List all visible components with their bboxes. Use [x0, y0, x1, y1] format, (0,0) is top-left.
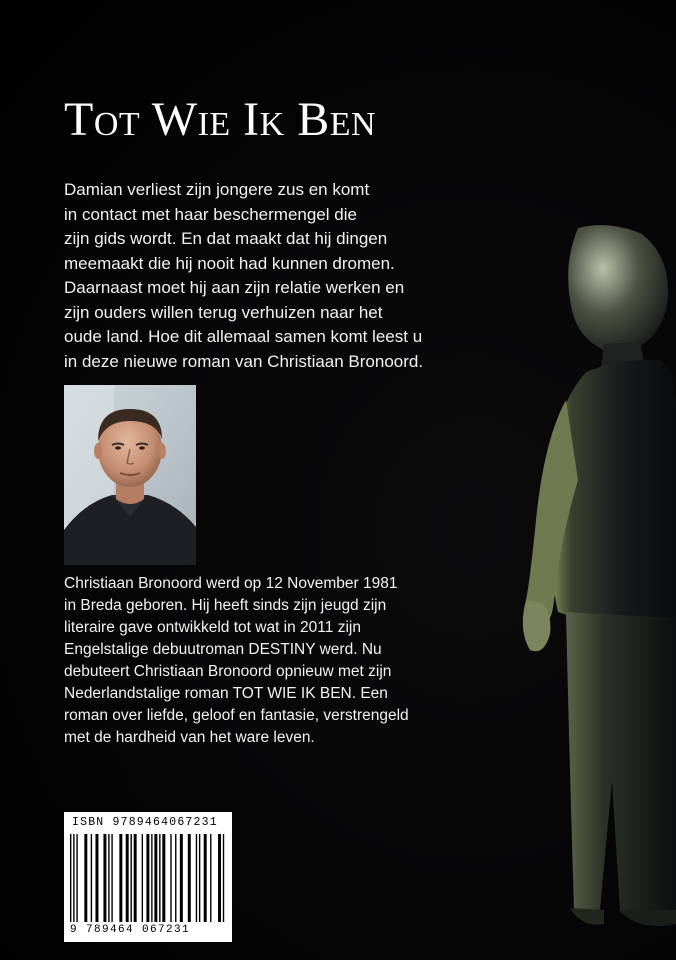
barcode-bar [130, 834, 131, 922]
barcode-bar [170, 834, 171, 922]
barcode-bar [175, 834, 176, 922]
blurb-line: meemaakt die hij nooit had kunnen dromen. [64, 253, 395, 273]
isbn-barcode [64, 812, 232, 942]
barcode-bar [151, 834, 152, 922]
barcode-bar [119, 834, 122, 922]
blurb-line: zijn ouders willen terug verhuizen naar het [64, 302, 383, 322]
silhouette-figure-icon [500, 220, 676, 940]
barcode-bar [210, 834, 211, 922]
barcode-bar [188, 834, 191, 922]
blurb-paragraph [64, 178, 484, 374]
barcode-bar [223, 834, 224, 922]
barcode-bar [91, 834, 92, 922]
barcode-bar [111, 834, 112, 922]
blurb-line: in contact met haar beschermengel die [64, 204, 357, 224]
barcode-bar [142, 834, 143, 922]
barcode-bar [199, 834, 200, 922]
barcode-bar [180, 834, 183, 922]
blurb-line: Damian verliest zijn jongere zus en komt [64, 180, 370, 199]
barcode-bars-icon [70, 834, 226, 922]
bio-line: in Breda geboren. Hij heeft sinds zijn jeugd zijn [64, 597, 387, 614]
barcode-bar [76, 834, 77, 922]
bio-line: literaire gave ontwikkeld tot wat in 2011 zijn [64, 619, 361, 636]
author-bio [64, 573, 484, 749]
barcode-bar [103, 834, 106, 922]
ean-digits: 9 789464 067231 [70, 924, 191, 936]
barcode-bar [146, 834, 149, 922]
barcode-bar [95, 834, 98, 922]
barcode-bar [134, 834, 137, 922]
bio-line: Engelstalige debuutroman DESTINY werd. Nu [64, 641, 382, 658]
author-portrait-icon [64, 385, 196, 565]
author-photo [64, 385, 196, 565]
barcode-bar [70, 834, 71, 922]
silhouette-figure [500, 220, 676, 940]
barcode-bar [159, 834, 160, 922]
barcode-bar [84, 834, 87, 922]
bio-line: roman over liefde, geloof en fantasie, verstrengeld [64, 707, 409, 724]
barcode-bar [162, 834, 165, 922]
barcode-bar [108, 834, 109, 922]
blurb-line: zijn gids wordt. En dat maakt dat hij dingen [64, 229, 388, 248]
barcode-bar [126, 834, 129, 922]
blurb-line: in deze nieuwe roman van Christiaan Bronoord. [64, 351, 424, 371]
blurb-line: oude land. Hoe dit allemaal samen komt leest u [64, 327, 423, 346]
bio-line: debuteert Christiaan Bronoord opnieuw met zijn [64, 663, 392, 680]
barcode-bar [204, 834, 207, 922]
isbn-label: ISBN 9789464067231 [72, 816, 218, 829]
barcode-bar [218, 834, 221, 922]
barcode-bar [196, 834, 197, 922]
book-title: Tot Wie Ik Ben [64, 93, 377, 146]
barcode-bar [154, 834, 157, 922]
barcode-bar [73, 834, 74, 922]
blurb-line: Daarnaast moet hij aan zijn relatie werken en [64, 278, 405, 297]
bio-line: met de hardheid van het ware leven. [64, 729, 315, 746]
bio-line: Nederlandstalige roman TOT WIE IK BEN. Een [64, 685, 388, 702]
bio-line: Christiaan Bronoord werd op 12 November 1981 [64, 575, 398, 592]
